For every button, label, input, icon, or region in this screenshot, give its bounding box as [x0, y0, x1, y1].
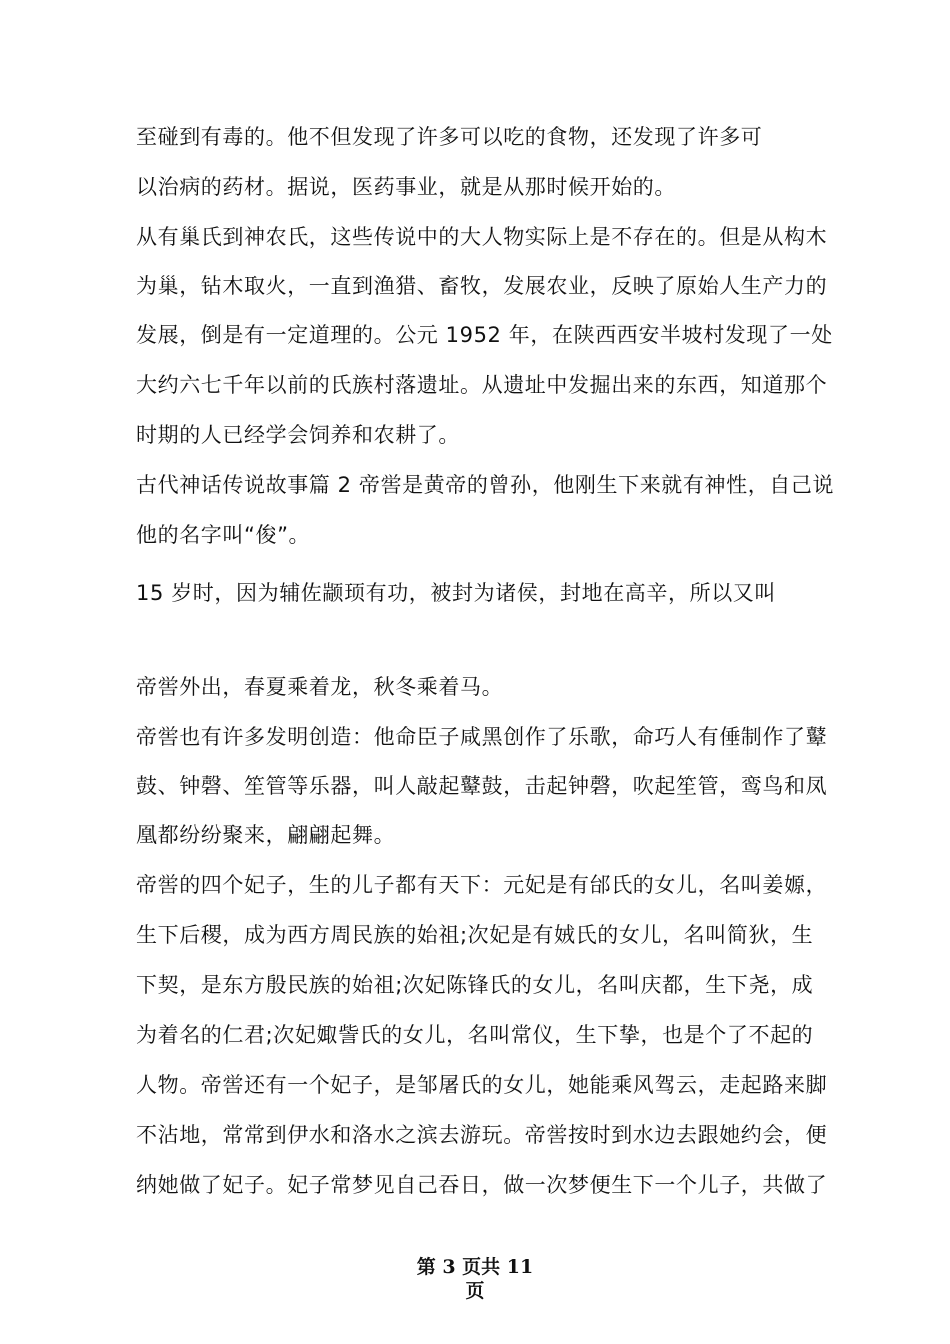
text-line: 至碰到有毒的。他不但发现了许多可以吃的食物，还发现了许多可	[136, 125, 763, 149]
text-line: 为着名的仁君;次妃娵訾氏的女儿，名叫常仪，生下挚，也是个了不起的	[136, 1023, 814, 1047]
text-line: 他的名字叫“俊”。	[136, 523, 311, 547]
text-line: 帝喾的四个妃子，生的儿子都有天下：元妃是有邰氏的女儿，名叫姜嫄，	[136, 873, 828, 897]
text-line: 凰都纷纷聚来，翩翩起舞。	[136, 823, 396, 847]
text-line: 15 岁时，因为辅佐颛顼有功，被封为诸侯，封地在高辛，所以又叫	[136, 581, 776, 605]
text-line: 以治病的药材。据说，医药事业，就是从那时候开始的。	[136, 175, 676, 199]
text-line: 鼓、钟磬、笙管等乐器，叫人敲起鼙鼓，击起钟磬，吹起笙管，鸾鸟和凤	[136, 774, 828, 798]
text-line: 下契，是东方殷民族的始祖;次妃陈锋氏的女儿，名叫庆都，生下尧，成	[136, 973, 814, 997]
text-line: 纳她做了妃子。妃子常梦见自己吞日，做一次梦便生下一个儿子，共做了	[136, 1173, 828, 1197]
text-line: 古代神话传说故事篇 2 帝喾是黄帝的曾孙，他刚生下来就有神性，自己说	[136, 473, 835, 497]
text-line: 帝喾外出，春夏乘着龙，秋冬乘着马。	[136, 675, 504, 699]
text-line: 发展，倒是有一定道理的。公元 1952 年，在陕西西安半坡村发现了一处	[136, 323, 833, 347]
text-line: 不沾地，常常到伊水和洛水之滨去游玩。帝喾按时到水边去跟她约会，便	[136, 1123, 828, 1147]
text-line: 帝喾也有许多发明创造：他命臣子咸黑创作了乐歌，命巧人有倕制作了鼙	[136, 725, 828, 749]
page-number: 第 3 页共 11	[416, 1256, 534, 1278]
text-line: 生下后稷，成为西方周民族的始祖;次妃是有娀氏的女儿，名叫简狄，生	[136, 923, 814, 947]
page-number-continued: 页	[465, 1280, 485, 1302]
text-line: 从有巢氏到神农氏，这些传说中的大人物实际上是不存在的。但是从构木	[136, 225, 828, 249]
text-line: 大约六七千年以前的氏族村落遗址。从遗址中发掘出来的东西，知道那个	[136, 373, 828, 397]
text-line: 时期的人已经学会饲养和农耕了。	[136, 423, 460, 447]
text-line: 人物。帝喾还有一个妃子，是邹屠氏的女儿，她能乘风驾云，走起路来脚	[136, 1073, 828, 1097]
text-line: 为巢，钻木取火，一直到渔猎、畜牧，发展农业，反映了原始人生产力的	[136, 274, 828, 298]
